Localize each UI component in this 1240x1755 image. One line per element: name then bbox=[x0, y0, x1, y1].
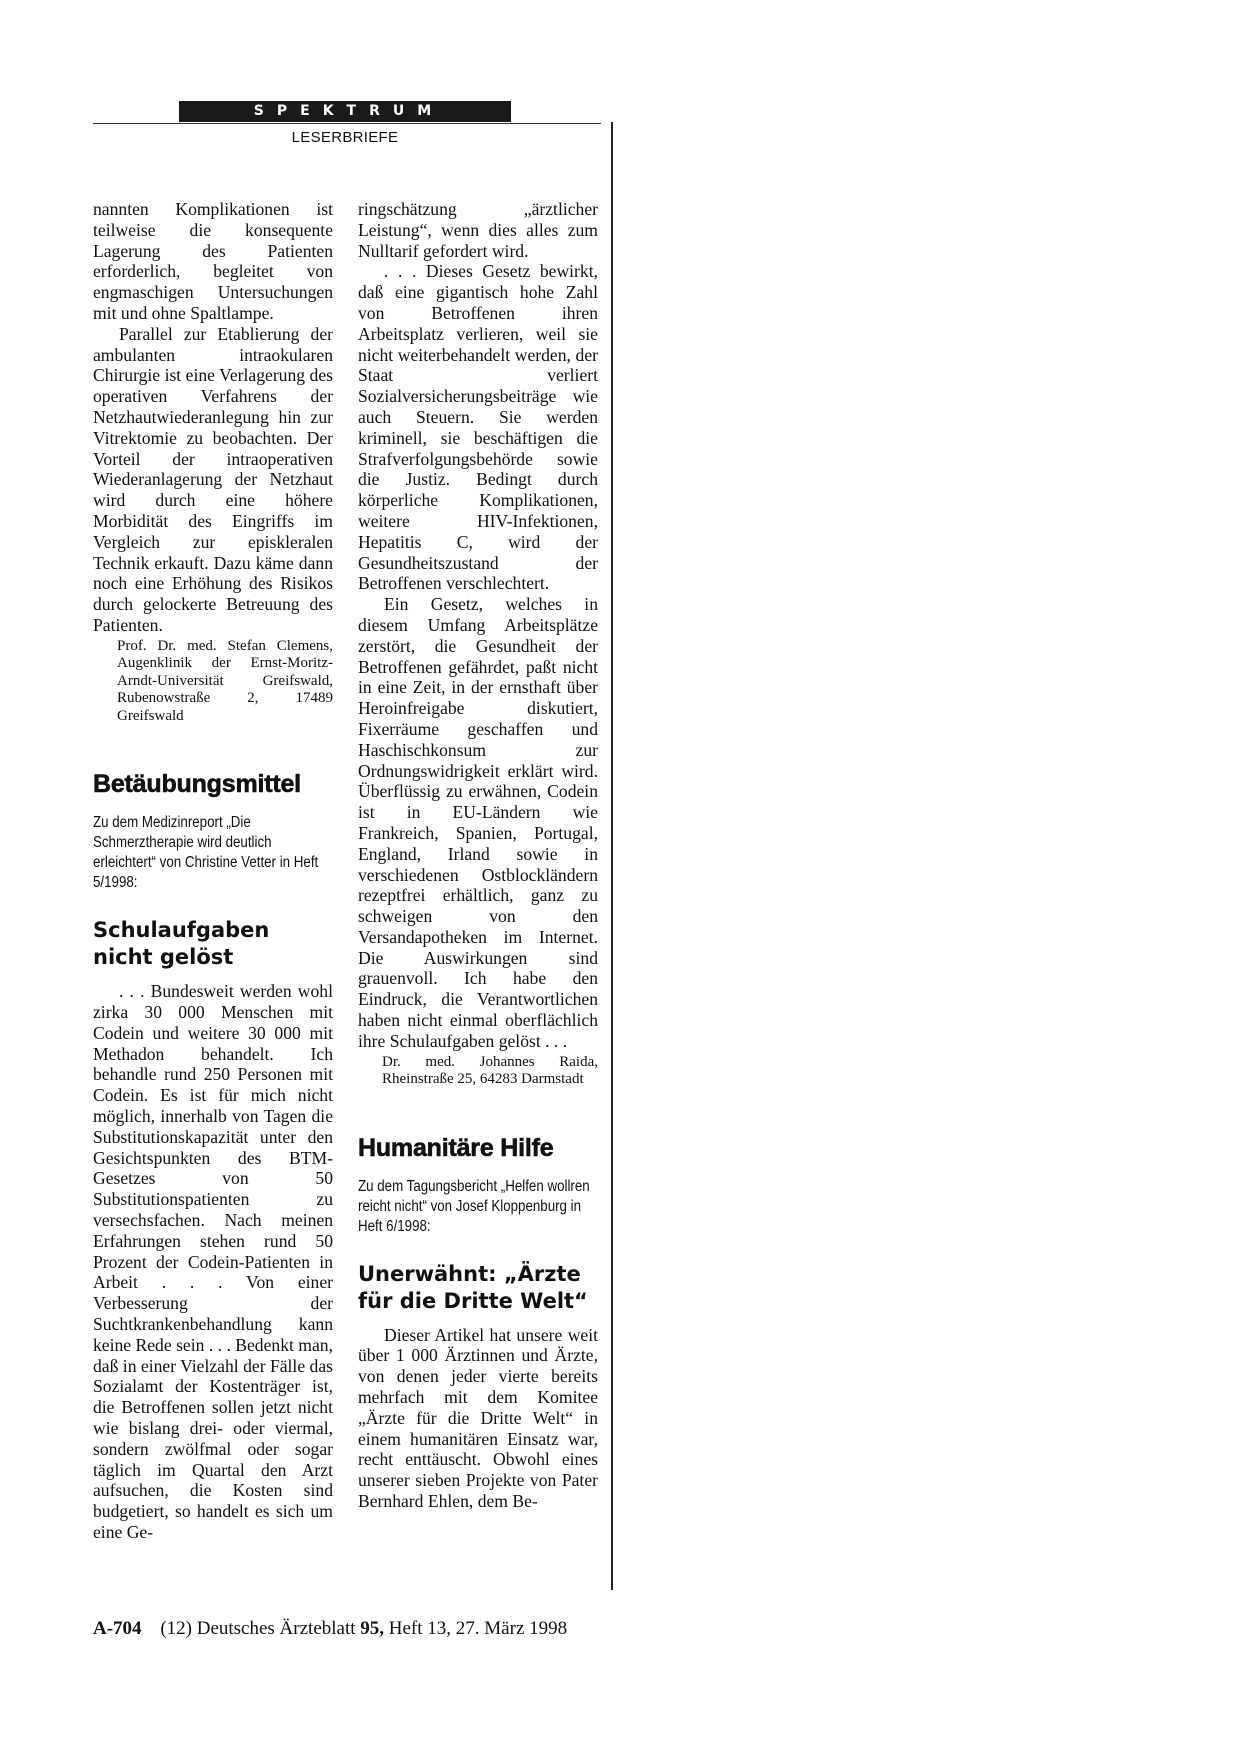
journal-issue-date: Heft 13, 27. März 1998 bbox=[388, 1618, 568, 1639]
section-header-bar: SPEKTRUM bbox=[179, 101, 511, 122]
right-paragraph-1: ringschätzung „ärztlicher Leistung“, wenn dies alles zum Nulltarif gefordert wird. bbox=[358, 199, 598, 261]
right-column bbox=[358, 199, 598, 1512]
section-title-betaeubungsmittel: Betäubungsmittel bbox=[93, 770, 301, 799]
journal-citation: (12) Deutsches Ärzteblatt bbox=[160, 1618, 356, 1639]
journal-volume: 95, bbox=[360, 1618, 385, 1639]
right-paragraph-4: Dieser Artikel hat unsere weit über 1 000 Ärztinnen und Ärzte, von denen jeder vierte bereits mehrfach mit dem Komitee „Ärzte für die Dritte Welt“ in einem humanitären Einsatz war, recht enttäuscht. Obwohl eines unserer sieben Projekte von Pater Bernhard Ehlen, dem Be- bbox=[358, 1324, 598, 1512]
section-title-humanitaere-hilfe: Humanitäre Hilfe bbox=[358, 1133, 554, 1162]
left-signature: Prof. Dr. med. Stefan Clemens, Augenklinik der Ernst-Moritz-Arndt-Universität Greifswald, Rubenowstraße 2, 17489 Greifswald bbox=[117, 637, 333, 724]
column-divider bbox=[611, 122, 613, 1590]
letter-title-unerwaehnt: Unerwähnt: „Ärzte für die Dritte Welt“ bbox=[358, 1261, 588, 1313]
left-column bbox=[93, 199, 333, 1543]
left-paragraph-2: Parallel zur Etablierung der ambulanten intraokularen Chirurgie ist eine Verlagerung des operativen Verfahrens der Netzhautwiederanlegung hin zur Vitrektomie zu beobachten. Der Vorteil der intraoperativen Wiederanlagerung der Netzhaut wird durch eine höhere Morbidität des Eingriffs im Vergleich zur episkleralen Technik erkauft. Dazu käme dann noch eine Erhöhung des Risikos durch gelockerte Betreuung des Patienten. bbox=[93, 323, 333, 635]
right-signature: Dr. med. Johannes Raida, Rheinstraße 25, 64283 Darmstadt bbox=[382, 1053, 598, 1088]
header-rule bbox=[93, 123, 601, 124]
right-paragraph-3: Ein Gesetz, welches in diesem Umfang Arbeitsplätze zerstört, die Gesundheit der Betroffenen gefährdet, paßt nicht in eine Zeit, in der ernsthaft über Heroinfreigabe diskutiert, Fixerräume geschaffen und Haschischkonsum zur Ordnungswidrigkeit erklärt wird. Überflüssig zu erwähnen, Codein ist in EU-Ländern wie Frankreich, Spanien, Portugal, England, Irland sowie in verschiedenen Ostblockländern rezeptfrei erhältlich, ganz zu schweigen von den Versandapotheken im Internet. Die Auswirkungen sind grauenvoll. Ich habe den Eindruck, die Verantwortlichen haben nicht einmal oberflächlich ihre Schulaufgaben gelöst . . . bbox=[358, 594, 598, 1051]
section-intro-betaeubungsmittel: Zu dem Medizinreport „Die Schmerztherapie wird deutlich erleichtert“ von Christine Vetter in Heft 5/1998: bbox=[93, 814, 319, 892]
page-footer bbox=[93, 1618, 567, 1640]
right-paragraph-2: . . . Dieses Gesetz bewirkt, daß eine gigantisch hohe Zahl von Betroffenen ihren Arbeitsplatz verlieren, weil sie nicht weiterbehandelt werden, der Staat verliert Sozialversicherungsbeiträge wie auch Steuern. Sie werden kriminell, sie beschäftigen die Strafverfolgungsbehörde sowie die Justiz. Bedingt durch körperliche Komplikationen, weitere HIV-Infektionen, Hepatitis C, wird der Gesundheitszustand der Betroffenen verschlechtert. bbox=[358, 261, 598, 594]
subsection-label: LESERBRIEFE bbox=[291, 129, 399, 146]
page-number: A-704 bbox=[93, 1618, 142, 1639]
letter-title-schulaufgaben: Schulaufgaben nicht gelöst bbox=[93, 918, 270, 970]
left-paragraph-1: nannten Komplikationen ist teilweise die konsequente Lagerung des Patienten erforderlich, begleitet von engmaschigen Untersuchungen mit und ohne Spaltlampe. bbox=[93, 199, 333, 323]
section-intro-humanitaere-hilfe: Zu dem Tagungsbericht „Helfen wollren reicht nicht“ von Josef Kloppenburg in Heft 6/1998: bbox=[358, 1177, 590, 1235]
left-paragraph-3: . . . Bundesweit werden wohl zirka 30 000 Menschen mit Codein und weitere 30 000 mit Methadon behandelt. Ich behandle rund 250 Personen mit Codein. Es ist für mich nicht möglich, innerhalb von Tagen die Substitutionskapazität unter den Gesichtspunkten des BTM-Gesetzes von 50 Substitutionspatienten zu versechsfachen. Nach meinen Erfahrungen stehen rund 50 Prozent der Codein-Patienten in Arbeit . . . Von einer Verbesserung der Suchtkrankenbehandlung kann keine Rede sein . . . Bedenkt man, daß in einer Vielzahl der Fälle das Sozialamt der Kostenträger ist, die Betroffenen sollen jetzt nicht wie bislang drei- oder viermal, sondern zwölfmal oder sogar täglich im Quartal den Arzt aufsuchen, die Kosten sind budgetiert, so handelt es sich um eine Ge- bbox=[93, 981, 333, 1542]
